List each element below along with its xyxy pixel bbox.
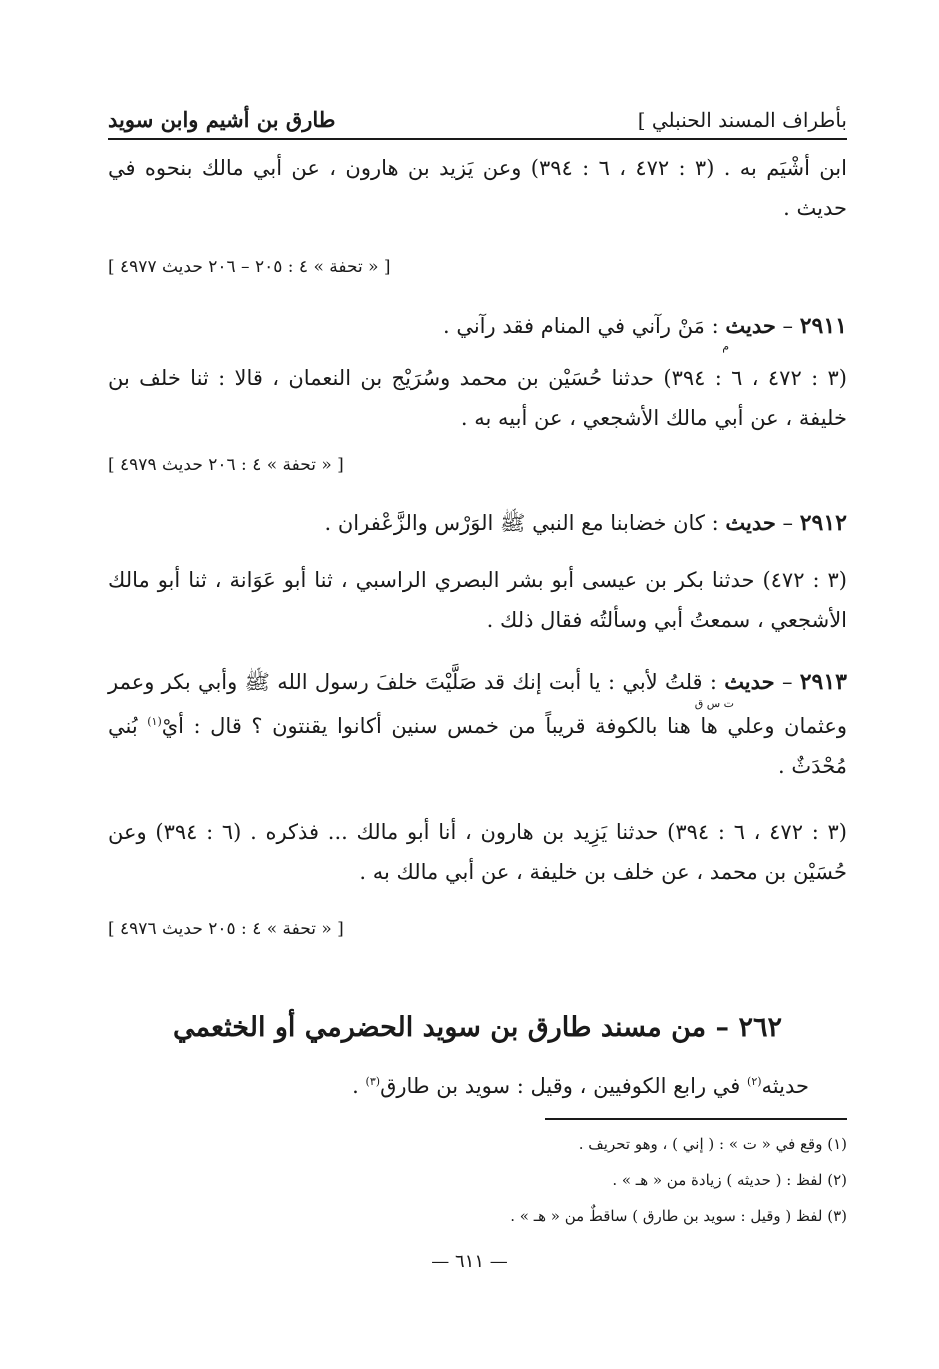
entry-continuation: ابن أشْيَم به . (٣ : ٤٧٢ ، ٦ : ٣٩٤) وعن يَزيد بن هارون ، عن أبي مالك بنحوه في حديث . <box>108 156 847 220</box>
hadith-text: : مَنْ رآني في المنام فقد رآني . <box>442 314 719 338</box>
footnote: (٣) لفظ ( وقيل : سويد بن طارق ) ساقطٌ من « هـ » . <box>510 1207 847 1225</box>
hadith-number: ٢٩١٢ <box>799 510 847 536</box>
header-section-title: طارق بن أشيم وابن سويد <box>108 107 336 132</box>
section-intro: حديثه$^{(٢)}$ في رابع الكوفيين ، وقيل : سويد بن طارق$^{(٣)}$ . <box>352 1074 809 1098</box>
hadith-text-end: بُني مُحْدَثٌ . <box>108 714 847 778</box>
hadith-isnad: (٣ : ٤٧٢ ، ٦ : ٣٩٤) حدثنا حُسَيْن بن محمد وسُرَيْج بن النعمان ، قالا : ثنا خلف بن خليفة ، عن أبي مالك الأشجعي ، عن أبيه به . <box>108 366 847 430</box>
tuhfa-reference: [ « تحفة » ٤ : ٢٠٦ حديث ٤٩٧٩ ] <box>108 455 344 475</box>
hadith-text: : كان خضابنا مع النبي ﷺ الوَرْس والزَّعْفران . <box>324 511 719 535</box>
collection-siglum: ت س ق <box>694 697 734 710</box>
tuhfa-reference: [ « تحفة » ٤ : ٢٠٥ حديث ٤٩٧٦ ] <box>108 919 344 939</box>
hadith-keyword: حديث <box>725 510 776 535</box>
page-number: — ٦١١ — <box>431 1251 508 1272</box>
book-title: بأطراف المسند الحنبلي ] <box>637 108 847 132</box>
hadith-2911: ٢٩١١ – حديث : مَنْ رآني في المنام فقد رآني . <box>442 313 847 339</box>
hadith-text: : قلتُ لأبي : يا أبت إنك قد صَلَّيْتَ خلفَ رسول الله ﷺ وأبي بكر وعمر وعثمان وعلي ها هنا بالكوفة قريباً من خمس سنين أكانوا يقنتون ؟ قال : أيْ <box>108 670 847 738</box>
hadith-keyword: حديث <box>724 669 775 694</box>
hadith-keyword: حديث <box>725 313 776 338</box>
hadith-number: ٢٩١١ <box>799 313 847 339</box>
collection-siglum: م <box>722 340 729 353</box>
footnote: (١) وقع في « ت » : ( إني ) ، وهو تحريف . <box>578 1135 847 1153</box>
section-heading: ٢٦٢ – من مسند طارق بن سويد الحضرمي أو الخثعمي <box>173 1012 782 1043</box>
hadith-isnad: (٣ : ٤٧٢) حدثنا بكر بن عيسى أبو بشر البصري الراسبي ، ثنا أبو عَوَانة ، ثنا أبو مالك الأشجعي ، سمعتُ أبي وسألتُه فقال ذلك . <box>108 568 847 632</box>
footnote-marker: (٣) <box>365 1075 381 1088</box>
hadith-number: ٢٩١٣ <box>799 669 847 695</box>
hadith-isnad: (٣ : ٤٧٢ ، ٦ : ٣٩٤) حدثنا يَزِيد بن هارون ، أنا أبو مالك ... فذكره . (٦ : ٣٩٤) وعن حُسَيْن بن محمد ، عن خلف بن خليفة ، عن أبي مالك به . <box>108 820 847 884</box>
footnote-divider <box>545 1118 847 1120</box>
footnote: (٢) لفظ : ( حديثه ) زيادة من « هـ » . <box>612 1171 847 1189</box>
hadith-2913: ٢٩١٣ – حديث : قلتُ لأبي : يا أبت إنك قد صَلَّيْتَ خلفَ رسول الله ﷺ وأبي بكر وعمر وعثمان وعلي ها هنا بالكوفة قريباً من خمس سنين أكانوا يقنتون ؟ قال : أيْ$^{(١)}$ بُني مُحْدَثٌ . <box>108 669 847 778</box>
tuhfa-reference: [ « تحفة » ٤ : ٢٠٥ – ٢٠٦ حديث ٤٩٧٧ ] <box>108 257 391 277</box>
footnote-marker: (١) <box>147 715 162 728</box>
hadith-2912: ٢٩١٢ – حديث : كان خضابنا مع النبي ﷺ الوَرْس والزَّعْفران . <box>324 510 847 536</box>
footnote-marker: (٢) <box>747 1075 762 1088</box>
running-header <box>108 100 847 140</box>
